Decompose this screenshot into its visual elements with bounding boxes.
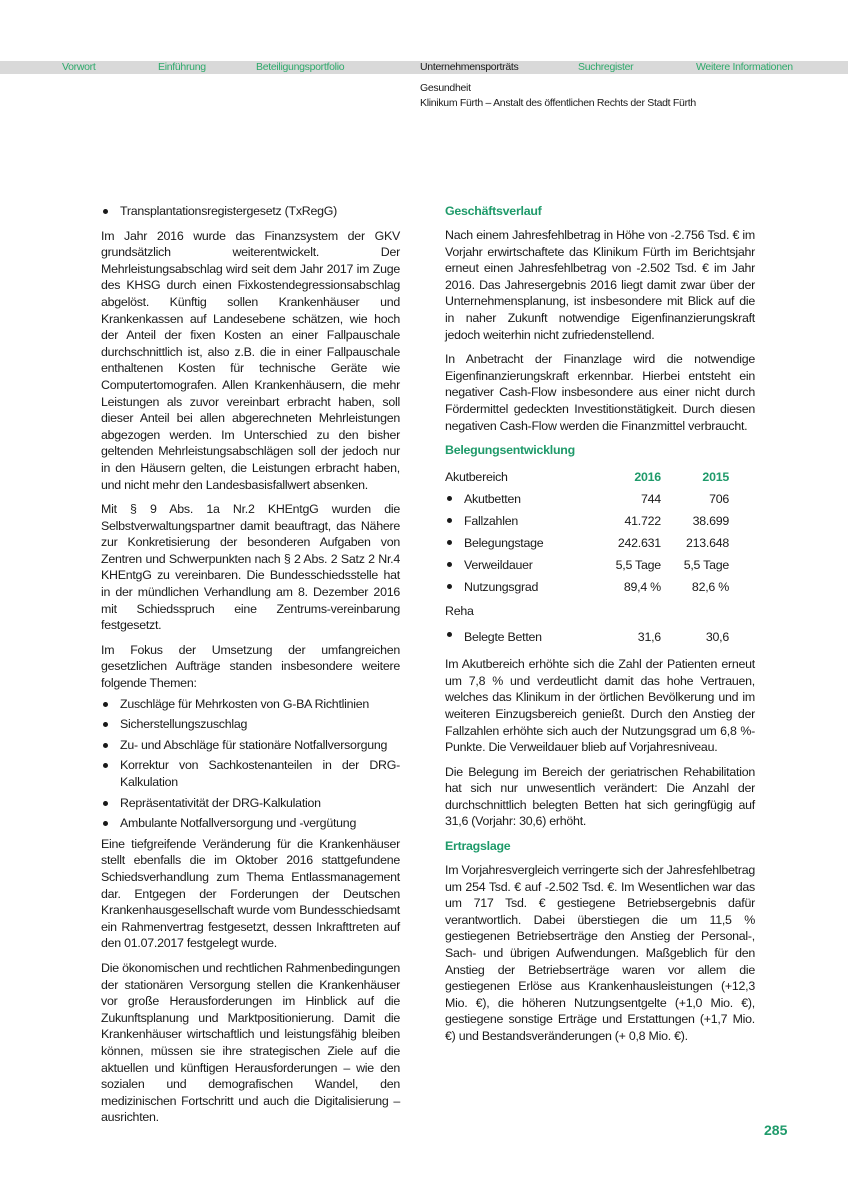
intro-bullet-list — [101, 203, 400, 220]
list-item: Ambulante Notfallversorgung und -vergütung — [101, 815, 400, 832]
nav-item-unternehmensportraets[interactable]: Unternehmensporträts — [420, 61, 519, 73]
topics-list — [101, 696, 400, 832]
value-2015: 706 — [709, 491, 729, 506]
paragraph-rahmenbedingungen: Die ökonomischen und rechtlichen Rahmenbedingungen der stationären Versorgung stellen die Krankenhäuser vor große Herausforderungen im Hinblick auf die Zukunftsplanung und Marktpositionierung. Damit die Krankenhäuser wirtschaftlich und leistungsfähig bleiben können, müssen sie ihre strategischen Ziele auf die aktuellen und künftigen Herausforderungen – wie den sozialen und demografischen Wandel, den medizinischen Fortschritt und auch die Digitalisierung – ausrichten. — [101, 960, 400, 1125]
row-label: Verweildauer — [445, 554, 593, 576]
row-label: Belegungstage — [445, 532, 593, 554]
table-row — [445, 532, 729, 554]
table-row — [445, 488, 729, 510]
value-2016: 41.722 — [624, 513, 661, 528]
nav-item-einfuehrung[interactable]: Einführung — [158, 61, 206, 73]
paragraph-finanzlage: In Anbetracht der Finanzlage wird die notwendige Eigenfinanzierungskraft erkennbar. Hierbei entsteht ein negativer Cash-Flow insbesondere aus einer nicht durch Fördermittel gedeckten Investitionstätigkeit. Durch diesen negativen Cash-Flow werden die Finanzmittel verbraucht. — [445, 352, 755, 433]
value-2015: 5,5 Tage — [683, 557, 729, 572]
paragraph-akutbereich: Im Akutbereich erhöhte sich die Zahl der Patienten erneut um 7,8 % und verdeutlicht damit das hohe Vertrauen, welches das Klinikum in der örtlichen Bevölkerung und im weiteren Einzugsbereich genießt. Durch den Anstieg der Fallzahlen erhöhte sich auch der Nutzungsgrad um 6,8 %-Punkte. Die Verweildauer blieb auf Vorjahresniveau. — [445, 657, 755, 755]
breadcrumb-company: Klinikum Fürth – Anstalt des öffentlichen Rechts der Stadt Fürth — [420, 97, 696, 109]
nav-item-weitere-informationen[interactable]: Weitere Informationen — [696, 61, 793, 73]
list-item: Zu- und Abschläge für stationäre Notfallversorgung — [101, 737, 400, 754]
column-header-2015: 2015 — [702, 469, 729, 484]
paragraph-entlassmanagement: Eine tiefgreifende Veränderung für die Krankenhäuser stellt ebenfalls die im Oktober 2016 stattgefundene Schiedsverhandlung zum Thema Entlassmanagement dar. Entgegen der Forderungen der Deutschen Krankenhausgesellschaft wurde vom Bundesschiedsamt ein Rahmenvertrag festgesetzt, dessen Inkrafttreten auf den 01.07.2017 festgelegt wurde. — [101, 836, 400, 951]
list-item: Transplantationsregistergesetz (TxRegG) — [101, 203, 400, 220]
row-label: Belegte Betten — [445, 624, 593, 650]
group-label-akutbereich: Akutbereich — [445, 469, 508, 484]
paragraph-jahresfehlbetrag: Nach einem Jahresfehlbetrag in Höhe von -2.756 Tsd. € im Vorjahr erwirtschaftete das Klinikum Fürth im Berichtsjahr erneut einen Jahresfehlbetrag von -2.502 Tsd. € im Jahr 2016. Das Jahresergebnis 2016 liegt damit zwar über der Unternehmensplanung, ist insbesondere mit Blick auf die in naher Zukunft notwendige Eigenfinanzierungskraft jedoch weiterhin nicht zufriedenstellend. — [445, 228, 755, 342]
value-2016: 89,4 % — [623, 579, 661, 594]
heading-ertragslage: Ertragslage — [445, 839, 511, 854]
table-row — [445, 554, 729, 576]
row-label: Akutbetten — [445, 488, 593, 510]
table-header-row — [445, 466, 729, 488]
table-group-row — [445, 598, 729, 624]
row-label: Nutzungsgrad — [445, 576, 593, 598]
table-row — [445, 576, 729, 598]
right-column — [445, 203, 755, 1053]
paragraph-ertragslage: Im Vorjahresvergleich verringerte sich der Jahresfehlbetrag um 254 Tsd. € auf -2.502 Tsd. €. Im Wesentlichen war das um 717 Tsd. € gestiegene Betriebsergebnis dafür verantwortlich. Dabei überstiegen die um 11,5 % gestiegenen Betriebserträge den Anstieg der Personal-, Sach- und übrigen Aufwendungen. Maßgeblich für den Anstieg der Betriebserträge waren vor allem die gestiegenen Erlöse aus Krankenhausleistungen (+12,3 Mio. €), die höheren Nutzungsentgelte (+1,0 Mio. €), gestiegene sonstige Erträge und Erstattungen (+1,7 Mio. €) und Bestandsveränderungen (+ 0,8 Mio. €). — [445, 863, 755, 1043]
nav-item-beteiligungsportfolio[interactable]: Beteiligungsportfolio — [256, 61, 345, 73]
nav-item-suchregister[interactable]: Suchregister — [578, 61, 634, 73]
nav-item-vorwort[interactable]: Vorwort — [62, 61, 96, 73]
heading-belegungsentwicklung: Belegungsentwicklung — [445, 443, 575, 458]
value-2015: 30,6 — [705, 629, 729, 644]
heading-geschaeftsverlauf: Geschäftsverlauf — [445, 204, 542, 218]
group-label-reha: Reha — [445, 603, 474, 618]
row-label: Fallzahlen — [445, 510, 593, 532]
list-item: Zuschläge für Mehrkosten von G-BA Richtlinien — [101, 696, 400, 713]
value-2016: 744 — [640, 491, 661, 506]
list-item: Sicherstellungszuschlag — [101, 716, 400, 733]
column-header-2016: 2016 — [634, 469, 661, 484]
paragraph-finanzsystem: Im Jahr 2016 wurde das Finanzsystem der GKV grundsätzlich weiterentwickelt. Der Mehrleistungsabschlag wird seit dem Jahr 2017 im Zuge des KHSG durch einen Fixkostendegressionsabschlag abgelöst. Künftig sollen Krankenhäuser und Krankenkassen auf Landesebene schätzen, wie hoch der Anteil der fixen Kosten an einer Fallpauschale durchschnittlich ist, also z.B. die in einer Fallpauschale enthaltenen Kosten für technische Geräte wie Computertomografen. Allen Krankenhäusern, die mehr Leistungen als zuvor vereinbart erbracht haben, soll dieser Anteil bei allen abgerechneten Mehrleistungen abgezogen werden. Im Unterschied zu den bisher geltenden Mehrleistungsabschlägen soll der jedoch nur in den Häusern gelten, die Leistungen erbracht haben, und nicht mehr den Landesbasisfallwert absenken. — [101, 228, 400, 492]
value-2016: 31,6 — [637, 629, 661, 644]
belegung-table — [445, 466, 729, 650]
paragraph-reha: Die Belegung im Bereich der geriatrischen Rehabilitation hat sich nur unwesentlich verändert: Die Anzahl der durchschnittlich belegten Betten hat sich geringfügig auf 31,6 (Vorjahr: 30,6) erhöht. — [445, 764, 755, 829]
value-2016: 5,5 Tage — [615, 557, 661, 572]
breadcrumb-section: Gesundheit — [420, 82, 471, 94]
paragraph-fokus: Im Fokus der Umsetzung der umfangreichen gesetzlichen Aufträge standen insbesondere weitere folgende Themen: — [101, 642, 400, 691]
page-number: 285 — [764, 1122, 788, 1138]
section-navigation — [0, 61, 848, 74]
paragraph-khentgg: Mit § 9 Abs. 1a Nr.2 KHEntgG wurden die Selbstverwaltungspartner damit beauftragt, das Nähere zur Konkretisierung der besonderen Aufgaben von Zentren und Schwerpunkten nach § 2 Abs. 2 Satz 2 Nr.4 KHEntgG zu vereinbaren. Die Bundesschiedsstelle hat in der mündlichen Verhandlung am 8. Dezember 2016 mit Schiedsspruch eine Zentrums-vereinbarung festgesetzt. — [101, 502, 400, 633]
list-item: Korrektur von Sachkostenanteilen in der DRG-Kalkulation — [101, 757, 400, 790]
value-2015: 213.648 — [685, 535, 729, 550]
table-row — [445, 510, 729, 532]
left-column — [101, 203, 400, 1134]
value-2016: 242.631 — [617, 535, 661, 550]
value-2015: 82,6 % — [691, 579, 729, 594]
list-item: Repräsentativität der DRG-Kalkulation — [101, 795, 400, 812]
value-2015: 38.699 — [692, 513, 729, 528]
table-row — [445, 624, 729, 650]
